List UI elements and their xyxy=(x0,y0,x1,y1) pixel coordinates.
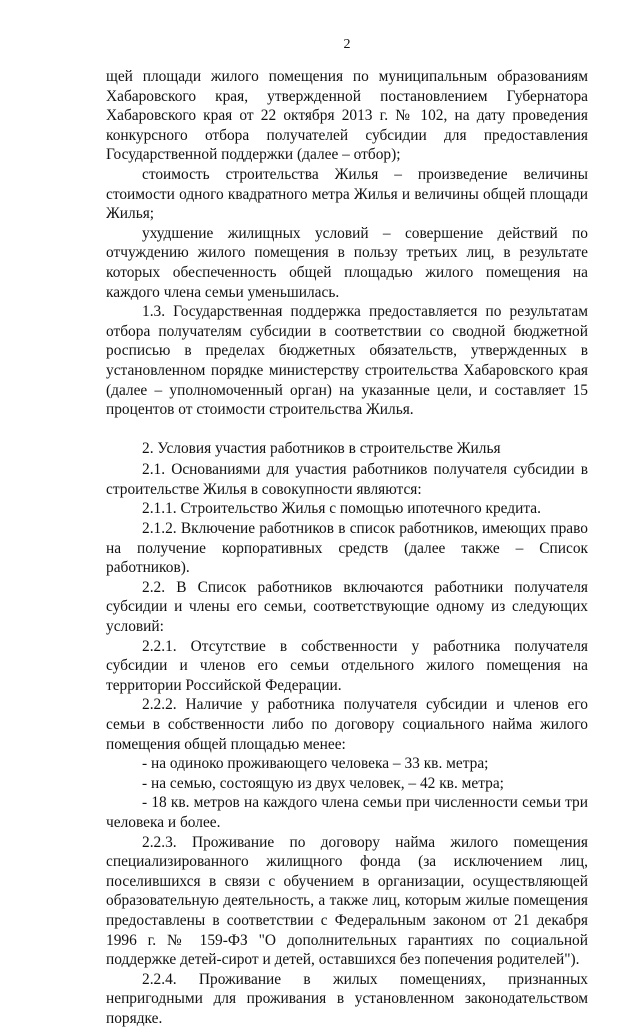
list-item-two-person-family: - на семью, состоящую из двух человек, – 42 кв. метра; xyxy=(142,774,504,792)
paragraph-2-2-3: 2.2.3. Проживание по договору найма жилого помещения специализированного жилищного фонда (за исключением лиц, поселившихся в связи с обучением в организации, осуществляющей образовательную деятельность, а также лиц, которым жилые помещения предоставлены в соответствии с Федеральным законом от 21 декабря 1996 г. № 159-ФЗ "О дополнительных гарантиях по социальной поддержке детей-сирот и детей, оставшихся без попечения родителей"). xyxy=(106,833,588,969)
section-heading-2: 2. Условия участия работников в строительстве Жилья xyxy=(142,439,501,457)
paragraph-2-1-2: 2.1.2. Включение работников в список работников, имеющих право на получение корпоративных средств (далее также – Список работников). xyxy=(106,520,588,577)
paragraph-2-1-1: 2.1.1. Строительство Жилья с помощью ипотечного кредита. xyxy=(142,500,541,518)
paragraph-1-3: 1.3. Государственная поддержка предоставляется по результатам отбора получателям субсидии в соответствии со сводной бюджетной росписью в пределах бюджетных обязательств, утвержденных в установленном порядке министерству строительства Хабаровского края (далее – уполномоченный орган) на указанные цели, и составляет 15 процентов от стоимости строительства Жилья. xyxy=(106,303,588,419)
paragraph-2-2-4: 2.2.4. Проживание в жилых помещениях, признанных непригодными для проживания в установленном законодательством порядке. xyxy=(106,970,588,1027)
paragraph-2-2-1: 2.2.1. Отсутствие в собственности у работника получателя субсидии и членов его семьи отдельного жилого помещения на территории Российской Федерации. xyxy=(106,637,588,694)
paragraph-definition-construction-cost: стоимость строительства Жилья – произведение величины стоимости одного квадратного метра Жилья и величины общей площади Жилья; xyxy=(106,165,588,223)
paragraph-continuation: щей площади жилого помещения по муниципальным образованиям Хабаровского края, утвержденной постановлением Губернатора Хабаровского края от 22 октября 2013 г. № 102, на дату проведения конкурсного отбора получателей субсидии для предоставления Государственной поддержки (далее – отбор); xyxy=(106,68,588,164)
list-item-single-person: - на одиноко проживающего человека – 33 кв. метра; xyxy=(142,755,489,773)
paragraph-2-2: 2.2. В Список работников включаются работники получателя субсидии и члены его семьи, соответствующие одному из следующих условий: xyxy=(106,578,588,636)
paragraph-definition-worsening-conditions: ухудшение жилищных условий – совершение действий по отчуждению жилого помещения в пользу третьих лиц, в результате которых обеспеченность общей площадью жилого помещения на каждого члена семьи уменьшилась. xyxy=(106,224,588,301)
page-number: 2 xyxy=(343,37,351,52)
document-body xyxy=(106,67,588,1029)
paragraph-2-1: 2.1. Основаниями для участия работников получателя субсидии в строительстве Жилья в совокупности являются: xyxy=(106,461,588,498)
paragraph-2-2-2: 2.2.2. Наличие у работника получателя субсидии и членов его семьи в собственности либо по договору социального найма жилого помещения общей площадью менее: xyxy=(106,696,588,753)
list-item-large-family: - 18 кв. метров на каждого члена семьи при численности семьи три человека и более. xyxy=(106,794,588,831)
